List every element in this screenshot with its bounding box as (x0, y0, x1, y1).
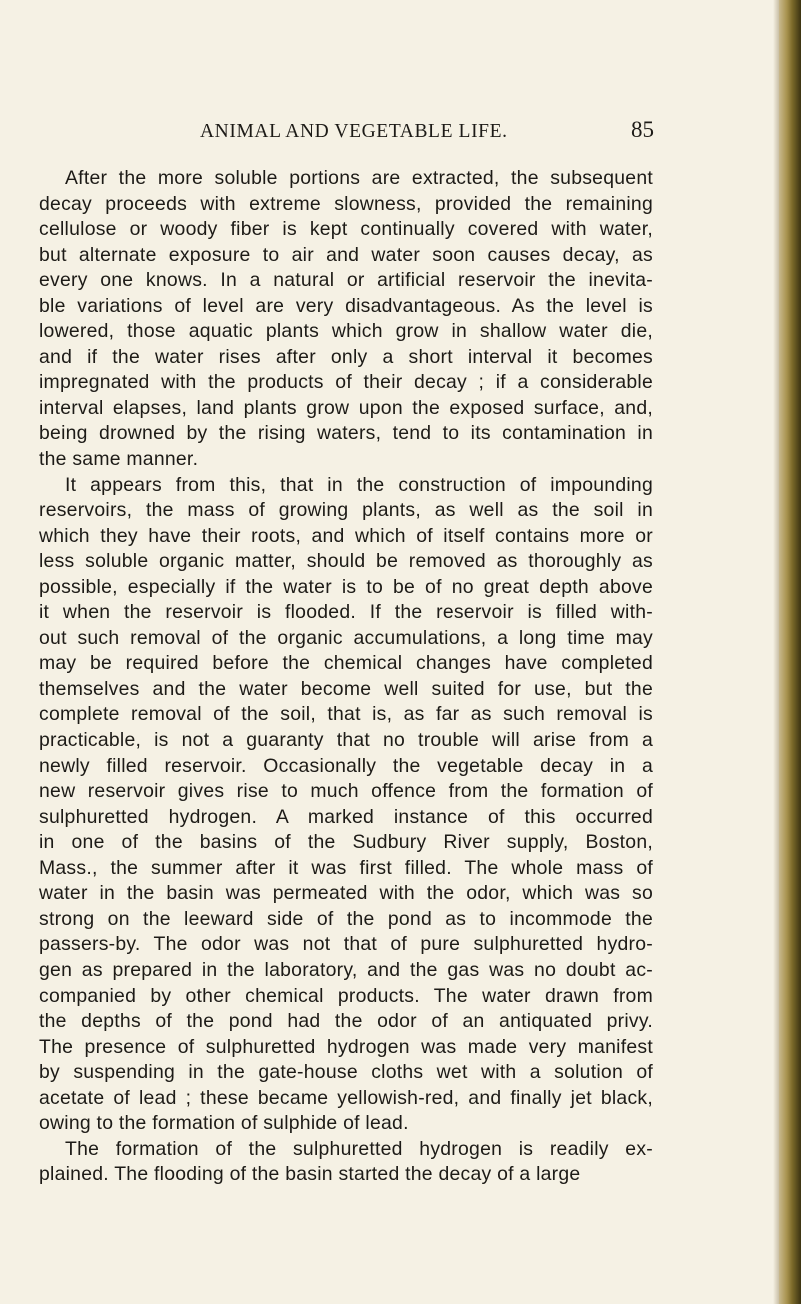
text-line: every one knows. In a natural or artificial reservoir the inevita- (39, 269, 653, 292)
text-line: and if the water rises after only a short interval it becomes (39, 345, 653, 368)
text-line: interval elapses, land plants grow upon the exposed surface, and, (39, 396, 653, 419)
running-title: ANIMAL AND VEGETABLE LIFE. (200, 121, 508, 142)
text-line: owing to the formation of sulphide of lead. (39, 1112, 409, 1135)
text-line: may be required before the chemical changes have completed (39, 652, 653, 675)
text-line: impregnated with the products of their decay ; if a considerable (39, 371, 653, 394)
text-line: gen as prepared in the laboratory, and the gas was no doubt ac- (39, 958, 653, 981)
text-line: Mass., the summer after it was first filled. The whole mass of (39, 856, 653, 879)
paragraph (39, 1137, 653, 1188)
text-line: ble variations of level are very disadvantageous. As the level is (39, 294, 653, 317)
text-line: newly filled reservoir. Occasionally the vegetable decay in a (39, 754, 653, 777)
text-line: which they have their roots, and which of itself contains more or (39, 524, 653, 547)
text-line: acetate of lead ; these became yellowish-red, and finally jet black, (39, 1086, 653, 1109)
text-line: reservoirs, the mass of growing plants, as well as the soil in (39, 499, 653, 522)
text-line: it when the reservoir is flooded. If the reservoir is filled with- (39, 601, 653, 624)
text-line: out such removal of the organic accumulations, a long time may (39, 626, 653, 649)
text-line: the depths of the pond had the odor of an antiquated privy. (39, 1010, 653, 1033)
text-line: but alternate exposure to air and water soon causes decay, as (39, 243, 653, 266)
text-line: themselves and the water become well suited for use, but the (39, 677, 653, 700)
text-line: sulphuretted hydrogen. A marked instance of this occurred (39, 805, 653, 828)
text-line: being drowned by the rising waters, tend to its contamination in (39, 422, 653, 445)
text-line: After the more soluble portions are extracted, the subsequent (65, 167, 653, 189)
page-number: 85 (631, 117, 654, 142)
text-line: less soluble organic matter, should be removed as thoroughly as (39, 550, 653, 573)
text-line: plained. The flooding of the basin started the decay of a large (39, 1163, 581, 1186)
paragraph (39, 166, 653, 473)
text-line: the same manner. (39, 448, 199, 471)
text-line: complete removal of the soil, that is, as far as such removal is (39, 703, 653, 726)
text-line: passers-by. The odor was not that of pure sulphuretted hydro- (39, 933, 653, 956)
paragraph (39, 473, 653, 1137)
text-line: new reservoir gives rise to much offence from the formation of (39, 780, 653, 803)
text-line: It appears from this, that in the construction of impounding (65, 473, 653, 496)
text-line: companied by other chemical products. The water drawn from (39, 984, 653, 1007)
text-line: The formation of the sulphuretted hydrogen is readily ex- (65, 1137, 653, 1160)
text-line: strong on the leeward side of the pond as to incommode the (39, 907, 653, 930)
text-line: cellulose or woody fiber is kept continually covered with water, (39, 218, 653, 241)
text-line: possible, especially if the water is to be of no great depth above (39, 575, 653, 598)
text-line: decay proceeds with extreme slowness, provided the remaining (39, 192, 653, 215)
text-line: practicable, is not a guaranty that no trouble will arise from a (39, 729, 653, 752)
book-spine (779, 0, 801, 1304)
body-text (39, 166, 653, 1188)
text-line: The presence of sulphuretted hydrogen was made very manifest (39, 1035, 653, 1058)
text-line: water in the basin was permeated with the odor, which was so (39, 882, 653, 905)
text-line: lowered, those aquatic plants which grow in shallow water die, (39, 320, 653, 343)
text-line: by suspending in the gate-house cloths wet with a solution of (39, 1061, 653, 1084)
page-header (0, 117, 801, 147)
text-line: in one of the basins of the Sudbury River supply, Boston, (39, 831, 653, 854)
